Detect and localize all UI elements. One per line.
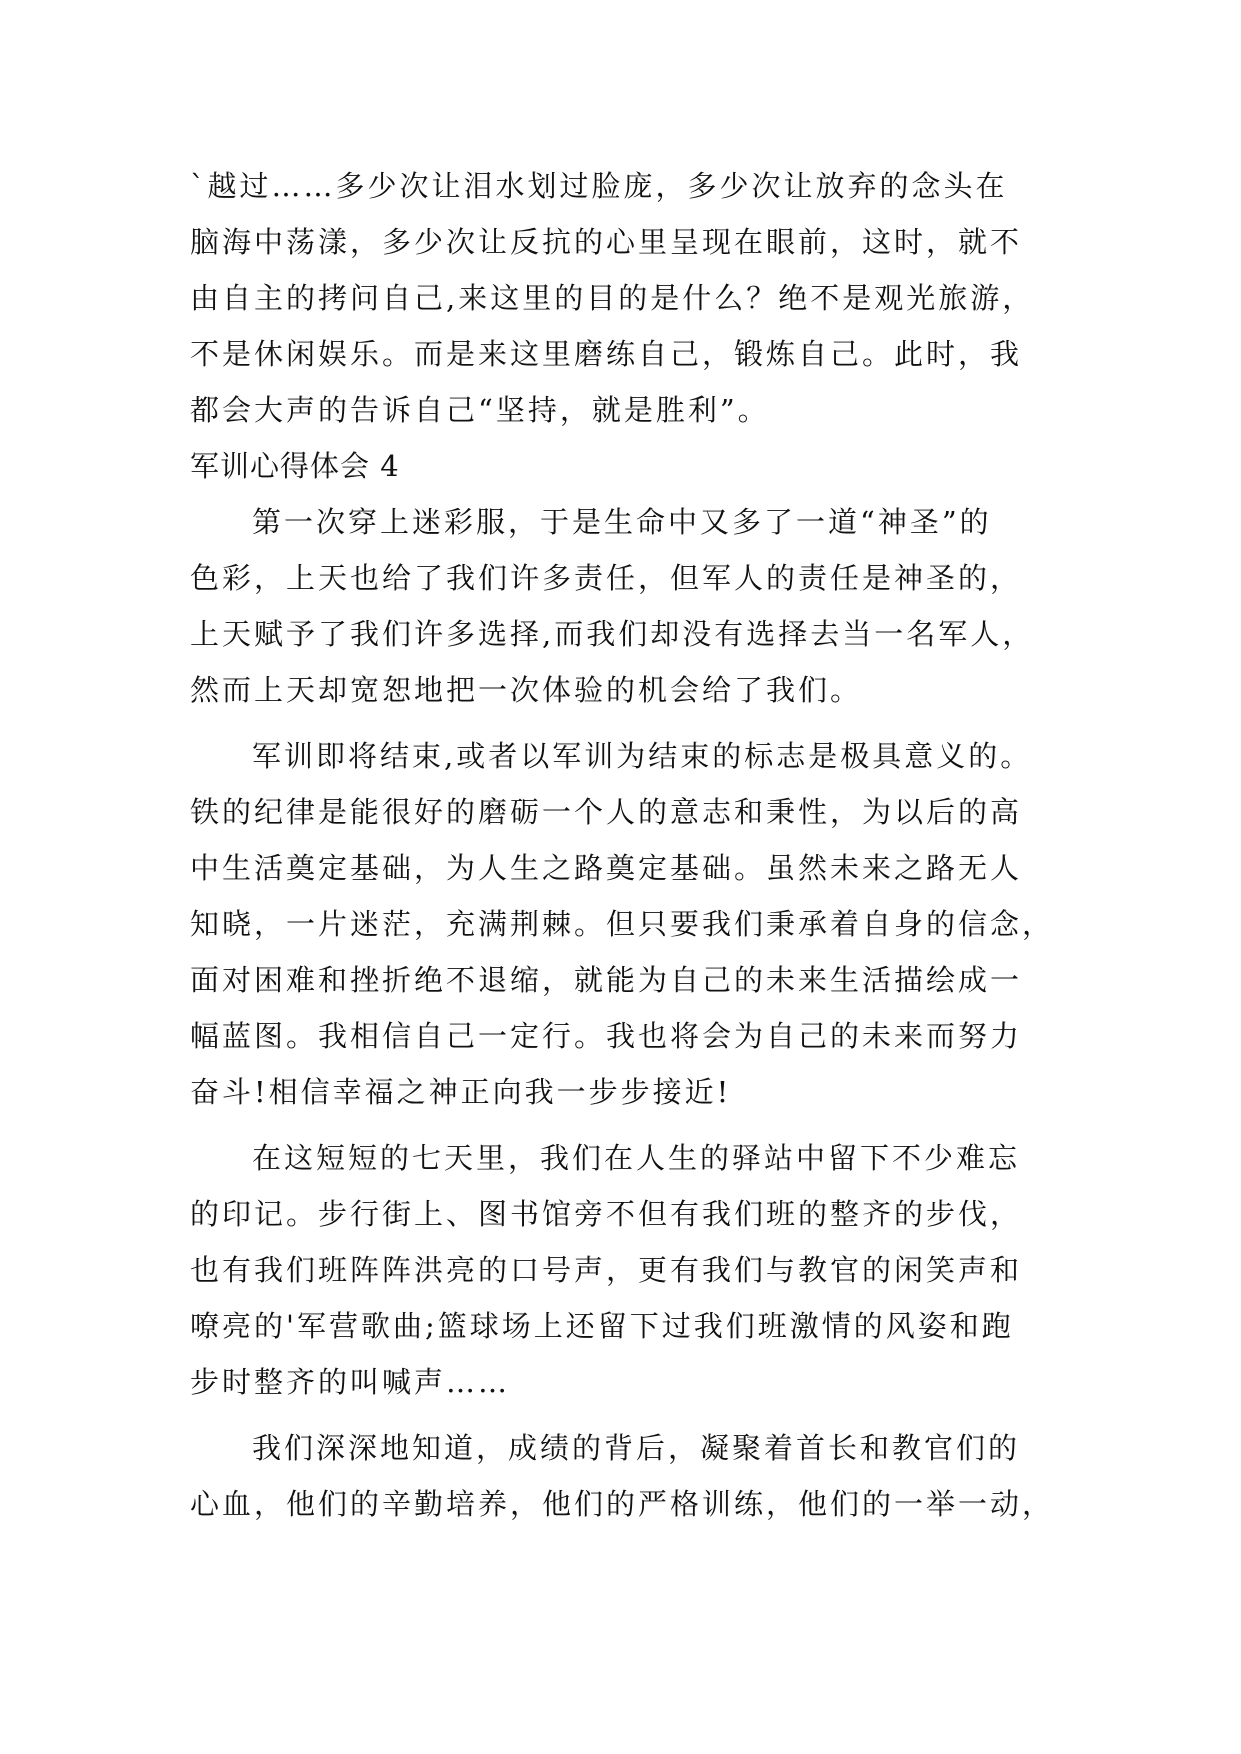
text-line: 然而上天却宽恕地把一次体验的机会给了我们。 (190, 673, 863, 707)
paragraph-spacing (190, 718, 1090, 728)
text-line: 心血，他们的辛勤培养，他们的严格训练，他们的一举一动， (190, 1487, 1055, 1521)
text-line: 知晓，一片迷茫，充满荆棘。但只要我们秉承着自身的信念， (190, 907, 1055, 941)
paragraph-seven-days (190, 1130, 1090, 1410)
text-line: `越过……多少次让泪水划过脸庞，多少次让放弃的念头在 (190, 169, 1008, 203)
text-line: 也有我们班阵阵洪亮的口号声，更有我们与教官的闲笑声和 (190, 1253, 1023, 1287)
text-line: 上天赋予了我们许多选择,而我们却没有选择去当一名军人， (190, 617, 1035, 651)
text-line: 都会大声的告诉自己“坚持，就是胜利”。 (190, 393, 770, 427)
text-line: 的印记。步行街上、图书馆旁不但有我们班的整齐的步伐， (190, 1197, 1023, 1231)
text-line: 色彩，上天也给了我们许多责任，但军人的责任是神圣的， (190, 561, 1023, 595)
text-line: 脑海中荡漾，多少次让反抗的心里呈现在眼前，这时，就不 (190, 225, 1023, 259)
text-line: 由自主的拷问自己,来这里的目的是什么？绝不是观光旅游， (190, 281, 1035, 315)
text-line: 第一次穿上迷彩服，于是生命中又多了一道“神圣”的 (252, 505, 992, 539)
paragraph-first-uniform (190, 494, 1090, 718)
paragraph-training-ending (190, 728, 1090, 1120)
text-line: 我们深深地知道，成绩的背后，凝聚着首长和教官们的 (252, 1431, 1021, 1465)
text-line: 面对困难和挫折绝不退缩，就能为自己的未来生活描绘成一 (190, 963, 1023, 997)
paragraph-spacing (190, 1120, 1090, 1130)
text-line: 不是休闲娱乐。而是来这里磨练自己，锻炼自己。此时，我 (190, 337, 1023, 371)
text-line: 铁的纪律是能很好的磨砺一个人的意志和秉性，为以后的高 (190, 795, 1023, 829)
text-line: 幅蓝图。我相信自己一定行。我也将会为自己的未来而努力 (190, 1019, 1023, 1053)
text-line: 中生活奠定基础，为人生之路奠定基础。虽然未来之路无人 (190, 851, 1023, 885)
text-line: 在这短短的七天里，我们在人生的驿站中留下不少难忘 (252, 1141, 1021, 1175)
paragraph-spacing (190, 1410, 1090, 1420)
paragraph-continuation (190, 158, 1090, 438)
document-body (190, 158, 1090, 1532)
text-line: 军训即将结束,或者以军训为结束的标志是极具意义的。 (252, 739, 1033, 773)
section-heading: 军训心得体会 4 (190, 449, 400, 483)
text-line: 步时整齐的叫喊声…… (190, 1365, 511, 1399)
text-line: 嘹亮的'军营歌曲;篮球场上还留下过我们班激情的风姿和跑 (190, 1309, 1014, 1343)
text-line: 奋斗!相信幸福之神正向我一步步接近! (190, 1075, 732, 1109)
paragraph-gratitude (190, 1420, 1090, 1532)
